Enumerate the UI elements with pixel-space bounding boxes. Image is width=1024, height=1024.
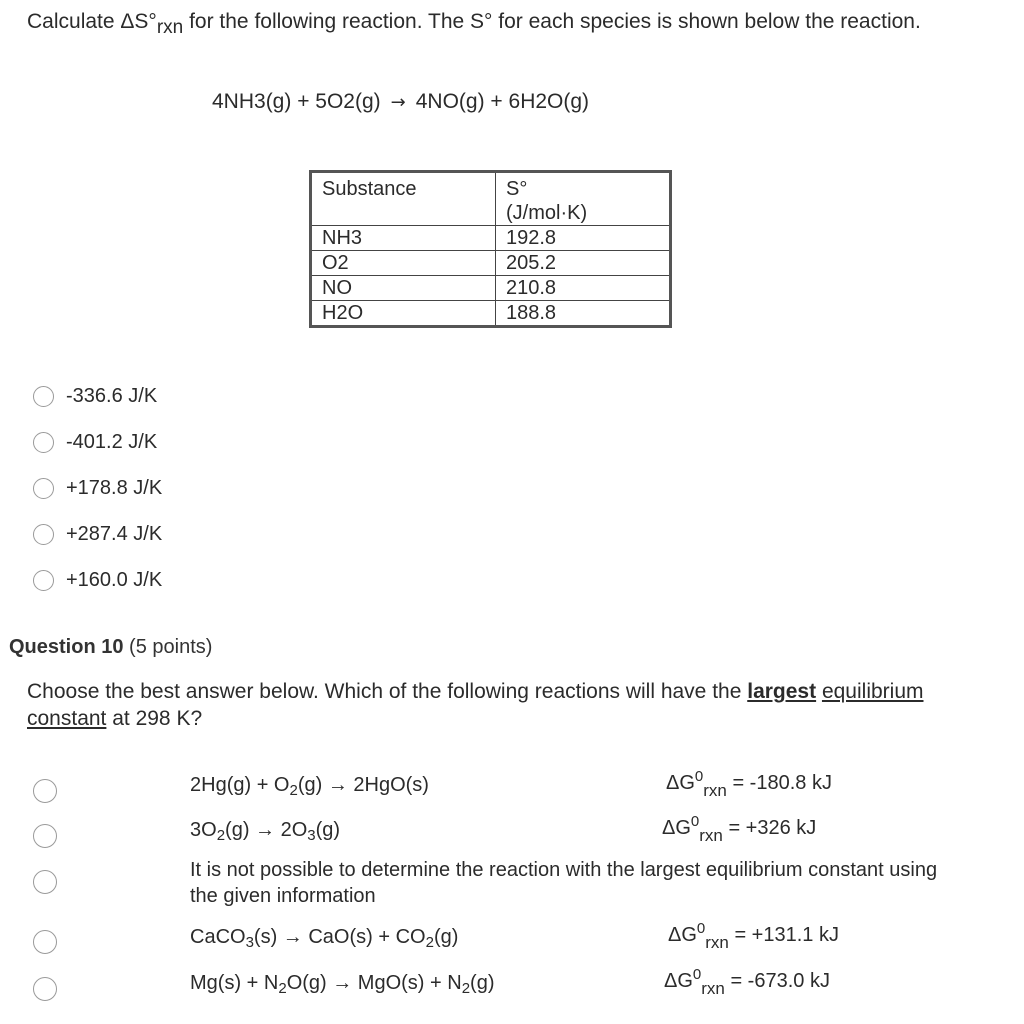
q10-option-5-reaction[interactable]: $Mg(s) + N_2O(g) \to MgO(s) + N_2(g)$ (190, 972, 495, 997)
q10-radio-3[interactable] (33, 870, 57, 894)
q9-option-2[interactable]: -401.2 J/K (33, 429, 157, 455)
q10-radio-1[interactable] (33, 779, 57, 803)
q9-option-1[interactable]: -336.6 J/K (33, 383, 157, 409)
header-substance: Substance (311, 172, 496, 226)
entropy-table (309, 170, 672, 328)
table-row: H2O 188.8 (311, 301, 671, 327)
table-row: NH3 192.8 (311, 226, 671, 251)
q10-option-5-delta-g: $\Delta G^0_{rxn} = -673.0$ kJ (664, 966, 830, 998)
q10-option-4-reaction[interactable]: CaCO$_3$(s) → $CaO(s) + CO_2(g)$ (190, 926, 459, 951)
radio-button[interactable] (33, 524, 54, 545)
q10-option-1-delta-g: $\Delta G^0_{rxn} = -180.8$ kJ (666, 768, 832, 800)
reaction-equation: 4NH3(g) + 5O2(g) → 4NO(g) + 6H2O(g) (212, 90, 590, 113)
q10-option-1-reaction[interactable]: $2Hg(g) + O_2(g) \to 2HgO(s)$ (190, 774, 429, 799)
table-row: NO 210.8 (311, 276, 671, 301)
table-row: O2 205.2 (311, 251, 671, 276)
question-10-header: Question 10 (5 points) (9, 636, 213, 658)
reaction-arrow-icon: → (390, 92, 406, 113)
table-header-row (311, 172, 671, 226)
header-entropy: S° (J/mol·K) (496, 172, 671, 226)
radio-button[interactable] (33, 386, 54, 407)
question-9-prompt: Calculate $\Delta S^\circ_{rxn}$ for the following reaction. The S° for each species is shown below the reaction. (27, 10, 921, 38)
q10-radio-4[interactable] (33, 930, 57, 954)
q10-radio-5[interactable] (33, 977, 57, 1001)
radio-button[interactable] (33, 478, 54, 499)
radio-button[interactable] (33, 432, 54, 453)
q10-option-2-reaction[interactable]: $3O_2(g) \to 2O_3(g)$ (190, 819, 341, 844)
radio-button[interactable] (33, 570, 54, 591)
q10-radio-2[interactable] (33, 824, 57, 848)
q10-option-2-delta-g: $\Delta G^0_{rxn} = +326$ kJ (662, 813, 817, 845)
question-10-prompt: Choose the best answer below. Which of the following reactions will have the largest equilibrium constant at 298 K? (27, 680, 924, 730)
q9-option-4[interactable]: +287.4 J/K (33, 521, 162, 547)
q10-option-4-delta-g: $\Delta G^0_{rxn} = +131.1$ kJ (668, 920, 839, 952)
q9-option-3[interactable]: +178.8 J/K (33, 475, 162, 501)
q9-option-5[interactable]: +160.0 J/K (33, 567, 162, 593)
q10-option-3-text[interactable]: It is not possible to determine the reaction with the largest equilibrium constant using the given information (190, 859, 938, 907)
